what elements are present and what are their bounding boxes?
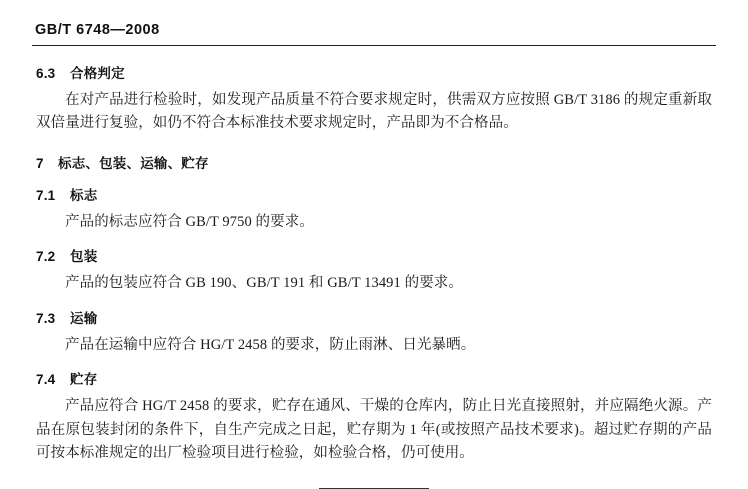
section-number: 6.3: [36, 66, 56, 81]
section-paragraph: 产品在运输中应符合 HG/T 2458 的要求，防止雨淋、日光暴晒。: [65, 336, 476, 353]
section-number: 7.2: [36, 249, 56, 265]
section-7-4: [36, 368, 712, 465]
section-7: [36, 152, 712, 172]
section-heading: [36, 368, 712, 388]
standard-code: GB/T 6748—2008: [35, 22, 160, 38]
section-heading: [36, 245, 712, 265]
section-number: 7.1: [36, 187, 56, 203]
section-paragraph: 产品的标志应符合 GB/T 9750 的要求。: [65, 213, 314, 230]
section-number: 7.3: [36, 310, 56, 326]
section-number: 7.4: [36, 372, 56, 388]
document-body: [30, 62, 718, 489]
section-paragraph: 产品应符合 HG/T 2458 的要求，贮存在通风、干燥的仓库内，防止日光直接照射，并应隔绝火源。产品在原包装封闭的条件下，自生产完成之日起，贮存期为 1 年(或按照产品技术要求)。超过贮存期的产品可按本标准规定的出厂检验项目进行检验，如检验合格，仍可使用。: [36, 398, 712, 462]
header-divider: [32, 45, 716, 46]
section-heading: [36, 62, 712, 82]
section-number: 7: [36, 155, 44, 171]
page-header: [30, 0, 718, 38]
section-title: 标志: [70, 187, 98, 203]
section-paragraph: 在对产品进行检验时，如发现产品质量不符合要求规定时，供需双方应按照 GB/T 3186 的规定重新取双倍量进行复验，如仍不符合本标准技术要求规定时，产品即为不合格品。: [36, 92, 712, 132]
section-7-2: [36, 245, 712, 295]
section-6-3: [36, 62, 712, 136]
section-title: 包装: [70, 249, 98, 265]
section-paragraph: 产品的包装应符合 GB 190、GB/T 191 和 GB/T 13491 的要求。: [65, 275, 463, 292]
section-heading: [36, 184, 712, 204]
section-7-1: [36, 184, 712, 234]
section-title: 合格判定: [70, 66, 125, 81]
section-heading: [36, 152, 712, 172]
section-heading: [36, 307, 712, 327]
section-7-3: [36, 307, 712, 357]
section-title: 贮存: [70, 372, 98, 388]
section-title: 标志、包装、运输、贮存: [58, 155, 209, 171]
section-title: 运输: [70, 310, 98, 326]
